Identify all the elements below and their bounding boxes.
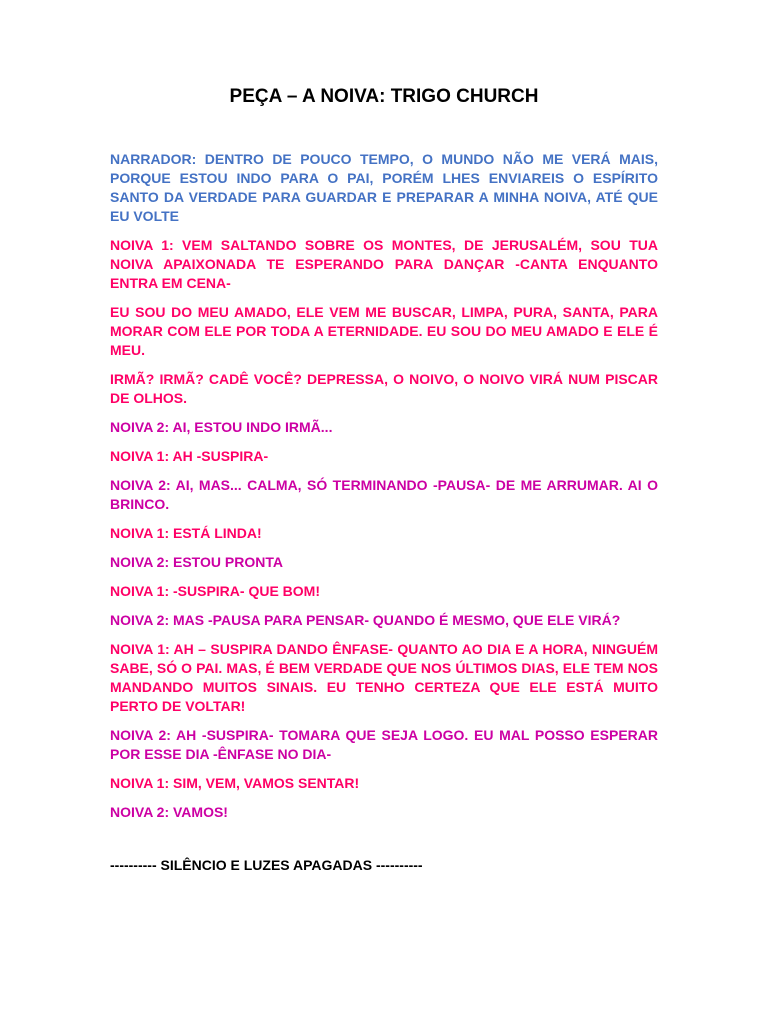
- script-body: [110, 150, 658, 832]
- noiva2-line: NOIVA 2: AI, ESTOU INDO IRMÃ...: [110, 419, 333, 435]
- noiva1-line: NOIVA 1: SIM, VEM, VAMOS SENTAR!: [110, 775, 360, 791]
- noiva1-line: NOIVA 1: AH – SUSPIRA DANDO ÊNFASE- QUANTO AO DIA E A HORA, NINGUÉM SABE, SÓ O PAI. MAS, É BEM VERDADE QUE NOS ÚLTIMOS DIAS, ELE TEM NOS MANDANDO MUITOS SINAIS. EU TENHO CERTEZA QUE ELE ESTÁ MUITO PERTO DE VOLTAR!: [110, 641, 658, 714]
- noiva2-line: NOIVA 2: ESTOU PRONTA: [110, 554, 283, 570]
- noiva2-line: NOIVA 2: AH -SUSPIRA- TOMARA QUE SEJA LOGO. EU MAL POSSO ESPERAR POR ESSE DIA -ÊNFASE NO DIA-: [110, 727, 658, 762]
- noiva2-line: NOIVA 2: AI, MAS... CALMA, SÓ TERMINANDO -PAUSA- DE ME ARRUMAR. AI O BRINCO.: [110, 477, 658, 512]
- noiva1-line: NOIVA 1: AH -SUSPIRA-: [110, 448, 269, 464]
- noiva2-line: NOIVA 2: VAMOS!: [110, 804, 228, 820]
- noiva1-line: NOIVA 1: ESTÁ LINDA!: [110, 525, 262, 541]
- page-title: PEÇA – A NOIVA: TRIGO CHURCH: [229, 86, 539, 107]
- narrator-line: NARRADOR: DENTRO DE POUCO TEMPO, O MUNDO NÃO ME VERÁ MAIS, PORQUE ESTOU INDO PARA O PAI, PORÉM LHES ENVIAREIS O ESPÍRITO SANTO DA VERDADE PARA GUARDAR E PREPARAR A MINHA NOIVA, ATÉ QUE EU VOLTE: [110, 151, 658, 224]
- noiva1-line: NOIVA 1: VEM SALTANDO SOBRE OS MONTES, DE JERUSALÉM, SOU TUA NOIVA APAIXONADA TE ESPERANDO PARA DANÇAR -CANTA ENQUANTO ENTRA EM CENA-: [110, 237, 658, 291]
- noiva1-line: IRMÃ? IRMÃ? CADÊ VOCÊ? DEPRESSA, O NOIVO, O NOIVO VIRÁ NUM PISCAR DE OLHOS.: [110, 371, 658, 406]
- stage-direction-footer: ---------- SILÊNCIO E LUZES APAGADAS ----------: [110, 857, 423, 873]
- noiva2-line: NOIVA 2: MAS -PAUSA PARA PENSAR- QUANDO É MESMO, QUE ELE VIRÁ?: [110, 612, 621, 628]
- noiva1-line: EU SOU DO MEU AMADO, ELE VEM ME BUSCAR, LIMPA, PURA, SANTA, PARA MORAR COM ELE POR TODA A ETERNIDADE. EU SOU DO MEU AMADO E ELE É MEU.: [110, 304, 658, 358]
- noiva1-line: NOIVA 1: -SUSPIRA- QUE BOM!: [110, 583, 321, 599]
